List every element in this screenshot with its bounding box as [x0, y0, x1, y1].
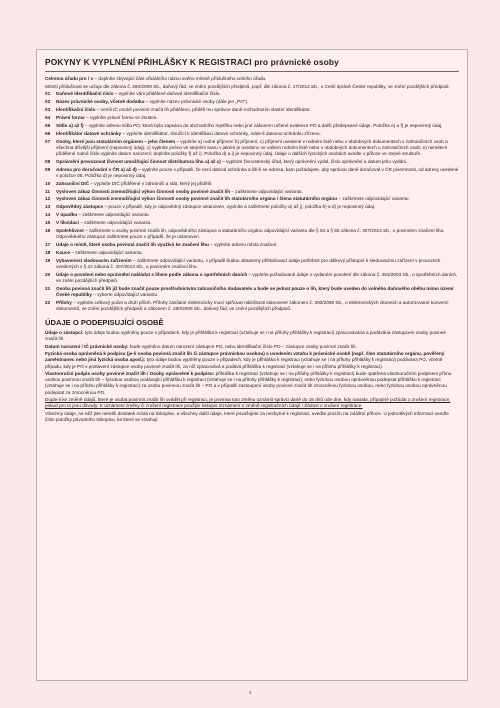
instruction-description: – vyplníte pouze v případě, že není datová schránka a liší-li se adresa, kam požadujete, aby správce daně doručoval v ČR písemnosti, od adresy uvedené v položce 05. Položka d) je nepovinný údaj.	[56, 166, 459, 178]
instruction-label: Osoba povinná značit lih již bude značit pouze prostřednictvím zahraničního dodavatele a bude se jednat pouze o lih, který bude uveden do volného daňového oběhu mimo území České republiky	[56, 285, 454, 297]
instruction-item	[45, 250, 459, 256]
instruction-description: – vyplníte právní formu ve zkratce.	[84, 115, 158, 121]
attachment-note-paragraph: Všechny údaje, na něž jste neměli dostatek místa na tiskopise, a všechny další údaje, které považujete za nezbytné k registraci, uveďte prosím na zvláštní příloze. U jednotlivých informací uveďte číslo položky původního tiskopisu, ke které se vztahují.	[45, 411, 449, 423]
signatory-paragraph-3	[45, 351, 459, 369]
instruction-item	[45, 91, 459, 97]
instruction-text	[56, 167, 459, 179]
instruction-text	[56, 91, 459, 97]
instruction-text	[56, 123, 459, 129]
instruction-number: 09	[45, 166, 51, 172]
section-title-signatory: ÚDAJE O PODEPISUJÍCÍ OSOBĚ	[45, 317, 164, 327]
instruction-item	[45, 272, 459, 284]
signatory-p3-label: Fyzická osoba oprávněná k podpisu (je-li osoba povinná značit lih či zástupce právnickou osobou) s uvedením vztahu k právnické osobě (např. člen statutárního orgánu, pověřený zaměstnanec nebo jiná fyzická osoba apod.):	[45, 351, 445, 363]
instruction-item	[45, 167, 459, 179]
signatory-p4-text: přihláška k registraci (vztahuje se i na přílohy přihlášky k registraci) bude opatřena vlastnoručním podpisem přímo osobou povinnou značit lih – fyzickou osobou podávající přihlášku k registraci (vztahuje se i na přílohy přihlášky k registraci), nebo fyzickou osobou oprávněnou podepsat přihlášku k registraci (vztahuje se i na přílohu přihlášky k registraci) za osobu povinnou značit lih – PO a v případě zastoupení osoby povinné značit lih zmocněnou fyzickou osobou, nebo fyzickou osobou oprávněnou podepsat za zmocněnou PO.	[45, 371, 452, 395]
instruction-item	[45, 204, 459, 210]
instruction-description: – vyplníte název právnické osoby (dále jen „PO“).	[144, 99, 249, 105]
instruction-text	[56, 250, 459, 256]
instruction-description: – vyplníte požadované údaje o vydaném povolení dle zákona č. 353/2003 Sb., o spotřebních daních, ve znění pozdějších předpisů.	[56, 271, 458, 283]
instruction-number: 06	[45, 130, 51, 136]
instruction-item	[45, 99, 459, 105]
instruction-description: – vyplníte a) rodné příjmení b) příjmení, c) příjmení uvedené v rodném listě nebo v obdobných dokumentech v zahraničních osob a všechna dřívější příjmení (nepovinný údaj); c) vyplníte jméno ve stejném tvaru v jakém je uvedeno ve vašem rodném listě nebo v obdobných dokumentech u zahraničních osob; e) neméte-li přidělené rodné číslo vyplníte datum narození; doplníte položky f) až i). Položka d) a i) je nepovinný údaj. Údaje o dalších fyzických osobách uvedte v příloze ve stejné struktuře.	[56, 138, 448, 156]
instruction-number: 21	[45, 285, 51, 291]
instruction-text	[56, 220, 459, 226]
instruction-label: Adresa pro doručování v ČR a) až d)	[56, 166, 137, 172]
instruction-label: Údaje o povolení nebo oprávnění nakládat s lihem podle zákona o spotřebních daních	[56, 271, 248, 277]
change-notice-paragraph: Dojde-li ke změně údajů, které je osoba povinná značit lih uvádět při registraci, je povinna tuto změnu oznámit správci daně do 15 dnů ode dne, kdy nastala, případně požádat o zrušení registrace, pokud pro to jsou důvody. K oznámení změny či zrušení registrace použijte tiskopis Oznámení o změně registračních údajů / Žádost o zrušení registrace.	[45, 397, 451, 409]
instruction-label: Přílohy	[56, 299, 72, 305]
instruction-description: – zaškrtnete odpovídající variantu.	[230, 188, 303, 194]
instruction-label: Identifikátor datové schránky	[56, 130, 122, 136]
instruction-description: – vyplníte adresu místa značení.	[208, 242, 278, 247]
instruction-number: 02	[45, 99, 51, 105]
instruction-item	[45, 212, 459, 218]
signatory-p3-text: tyto údaje budou vyplněny pouze v případech, kdy je přihláška k registraci (vztahuje se i na přílohy přihlášky k registraci) podávána PO, včetně případu, kdy je PO v postavení zástupce osoby povinné značit lih, za níž zpracovává a podává přihlášku k registraci (vztahuje se i na přílohu přihlášky k registraci).	[45, 357, 443, 369]
instruction-label: Právní forma	[56, 115, 85, 121]
instruction-number: 14	[45, 212, 51, 218]
instruction-label: Údaje o místě, které osoba povinná značit lih využívá ke značení lihu	[56, 242, 209, 247]
signatory-p2-label: Datum narození / IČ právnické osoby:	[45, 343, 129, 349]
instruction-item	[45, 286, 459, 298]
instruction-description: – zaškrtnete odpovídající variantu, v případě budou obsazeny přihlašovací údaje potřebné pro dálkový přístupní k sledovacímu zařízení v provozech uvedených v § 22 zákona č. 307/2013 Sb., o povinném značení lihu.	[56, 257, 441, 269]
instruction-description: – vyplníte živnostenský úřad, který oprávnění vydal, číslo oprávnění a datum jeho vydání.	[220, 158, 408, 164]
signatory-paragraph-2	[45, 344, 459, 350]
instruction-label: Sídlo a) až f)	[56, 122, 84, 128]
instruction-text	[56, 300, 459, 312]
instruction-number: 18	[45, 249, 51, 255]
instruction-number: 01	[45, 91, 51, 97]
instruction-number: 19	[45, 257, 51, 263]
instructions-frame	[36, 49, 468, 681]
instruction-item	[45, 258, 459, 270]
signatory-p1-label: Údaje o zástupci:	[45, 329, 84, 335]
instruction-number: 05	[45, 122, 51, 128]
title-divider	[45, 71, 459, 72]
instruction-text	[56, 196, 459, 202]
instruction-description: – pouze v případě, kdy je odpovědný zástupce ustanoven, vyplníte a zaškrtnete položky a) až j), položka b) a d) je nepovinný údaj.	[103, 204, 376, 210]
instruction-description: – zaškrtnete odpovídající variantu.	[70, 249, 143, 255]
instruction-item	[45, 181, 459, 187]
instruction-label: Oprávnění provozovat živnost umožňující činnost distributora lihu a) až c)	[56, 158, 221, 164]
instruction-text	[56, 139, 459, 157]
instruction-number: 07	[45, 138, 51, 144]
instruction-number: 22	[45, 299, 51, 305]
signatory-paragraph-4	[45, 371, 459, 395]
instruction-item	[45, 123, 459, 129]
instruction-number: 12	[45, 196, 51, 202]
instruction-text	[56, 189, 459, 195]
instruction-text	[56, 258, 459, 270]
page-number: 4	[248, 690, 252, 695]
intro-office-text: – doplníte zbývající část oficiálního názvu svého místně příslušného celního úřadu.	[93, 76, 267, 81]
instruction-label: Zahraniční DIČ	[56, 180, 90, 186]
instruction-number: 16	[45, 228, 51, 234]
instruction-number: 03	[45, 107, 51, 113]
instruction-description: – vyplníte DIČ přidělené v zahraničí a stát, který jej přidělil.	[89, 180, 213, 186]
signatory-p1-text: tyto údaje budou vyplněny pouze v případech, kdy je přihláška k registraci (vztahuje se i na přílohy přihlášky k registraci) zpracovávána a podávána zástupcem osoby povinné značit lih.	[45, 329, 447, 342]
intro-line-2: Místní příslušnost se určuje dle zákona č. 280/2009 Sb., daňový řád, ve znění pozdějších předpisů, popř. dle zákona č. 17/2012 Sb., o Celní správě České republiky, ve znění pozdějších předpisů.	[45, 83, 450, 89]
instruction-number: 20	[45, 271, 51, 277]
signatory-paragraph-1	[45, 330, 459, 342]
instruction-text	[56, 286, 459, 298]
instruction-number: 11	[45, 188, 50, 194]
instruction-text	[56, 204, 459, 210]
instruction-description: – vyberte odpovídající variantu.	[91, 291, 159, 297]
instruction-item	[45, 242, 459, 248]
instruction-label: Identifikační číslo	[56, 107, 96, 113]
instruction-label: Název právnické osoby, včetně dodatku	[56, 99, 145, 105]
instruction-label: V úpadku	[56, 212, 78, 218]
instruction-text	[56, 242, 459, 248]
signatory-p4-label: Vlastnoruční podpis osoby povinné značit lih / Osoby oprávněné k podpisu:	[45, 371, 215, 377]
instruction-number: 04	[45, 115, 51, 121]
instruction-description: – zaškrtnete odpovídající variantu.	[77, 212, 150, 218]
instruction-item	[45, 107, 459, 113]
instruction-text	[56, 99, 459, 105]
instruction-description: – zaškrtnete odpovídající variantu.	[78, 220, 152, 226]
instruction-label: Osoby, které jsou statutárním orgánem – jeho členem	[56, 138, 176, 144]
instruction-number: 15	[45, 220, 51, 226]
instruction-description: – vyplníte adresu sídla PO, která byla zapsána do obchodního rejstříku nebo jiné zákonem určené evidence PO a další předepsané údaje. Položka e) a f) je nepovinný údaj.	[83, 122, 443, 128]
signatory-p2-text: bude vyplněno datum narození zástupce PO, nebo identifikační číslo PO – zástupce osoby povinné značit lih.	[128, 343, 357, 349]
instruction-label: Spolehlivost	[56, 228, 84, 234]
instruction-text	[56, 272, 459, 284]
instruction-description: – zaškrtnete odpovídající variantu.	[337, 196, 410, 202]
intro-office-label: Celnímu úřadu pro / v	[45, 76, 94, 81]
instruction-description: – vyplníte celkový počet a druh příloh. Přílohy zasílané elektronicky musí splňovat náležitosti stanovené zákonem č. 300/2008 Sb., o elektronických úkonech a autorizované konverzi dokumentů, ve znění pozdějších předpisů a zákonem č. 280/2009 Sb., daňový řád, ve znění pozdějších předpisů.	[56, 299, 449, 311]
instruction-label: V likvidaci	[56, 220, 79, 226]
instruction-item	[45, 139, 459, 157]
instruction-item	[45, 220, 459, 226]
instruction-number: 10	[45, 180, 51, 186]
instruction-list	[45, 91, 459, 312]
instruction-description: – vyplníte identifikátor, sloužící k identifikaci datové schránky, máte-li datovou schránku zřízenu.	[121, 130, 321, 136]
instruction-text	[56, 181, 459, 187]
instruction-label: Vysloven zákaz činnosti znemožňující výkon činnosti osoby povinné značit lih statutárního orgánu / člena statutárního orgánu	[56, 196, 338, 202]
instruction-text	[56, 107, 459, 113]
instruction-item	[45, 115, 459, 121]
instruction-number: 08	[45, 158, 51, 164]
instruction-label: Odpovědný zástupce	[56, 204, 104, 210]
instruction-text	[56, 131, 459, 137]
instruction-text	[56, 159, 459, 165]
instruction-label: Vybavenost sledovacím zařízením	[56, 257, 132, 263]
instruction-label: Vysloven zákaz činnosti znemožňující výkon činnosti osoby povinné značit lih	[56, 188, 231, 194]
instruction-text	[56, 212, 459, 218]
instruction-number: 13	[45, 204, 51, 210]
instruction-item	[45, 159, 459, 165]
instruction-description: – zaškrtnete u osoby povinné značit lih, odpovědného zástupce a statutárního orgánu odpovídající variantu dle § 54 a § 55 zákona č. 307/2013 Sb., o povinném značení lihu. Odpovědného zástupce zaškrtnete pouze v případě, že je ustanoven.	[56, 228, 445, 240]
instruction-text	[56, 228, 459, 240]
instruction-item	[45, 300, 459, 312]
instruction-item	[45, 131, 459, 137]
instruction-item	[45, 189, 459, 195]
instruction-text	[56, 115, 459, 121]
page-title: POKYNY K VYPLNĚNÍ PŘIHLÁŠKY K REGISTRACI pro právnické osoby	[45, 57, 339, 67]
instruction-item	[45, 196, 459, 202]
intro-line-1	[45, 76, 459, 82]
instruction-item	[45, 228, 459, 240]
instruction-label: Kauce	[56, 249, 71, 255]
instruction-number: 17	[45, 242, 51, 247]
instruction-description: – neníli IČ osobě povinné značit lih přiděleno, přidělí mu správce daně rozhodnutím vlastní identifikátor.	[95, 107, 311, 113]
instruction-label: Daňové identifikační číslo	[56, 91, 114, 97]
instruction-description: – vyplníte vám přidělené daňové identifikační číslo.	[113, 91, 221, 97]
